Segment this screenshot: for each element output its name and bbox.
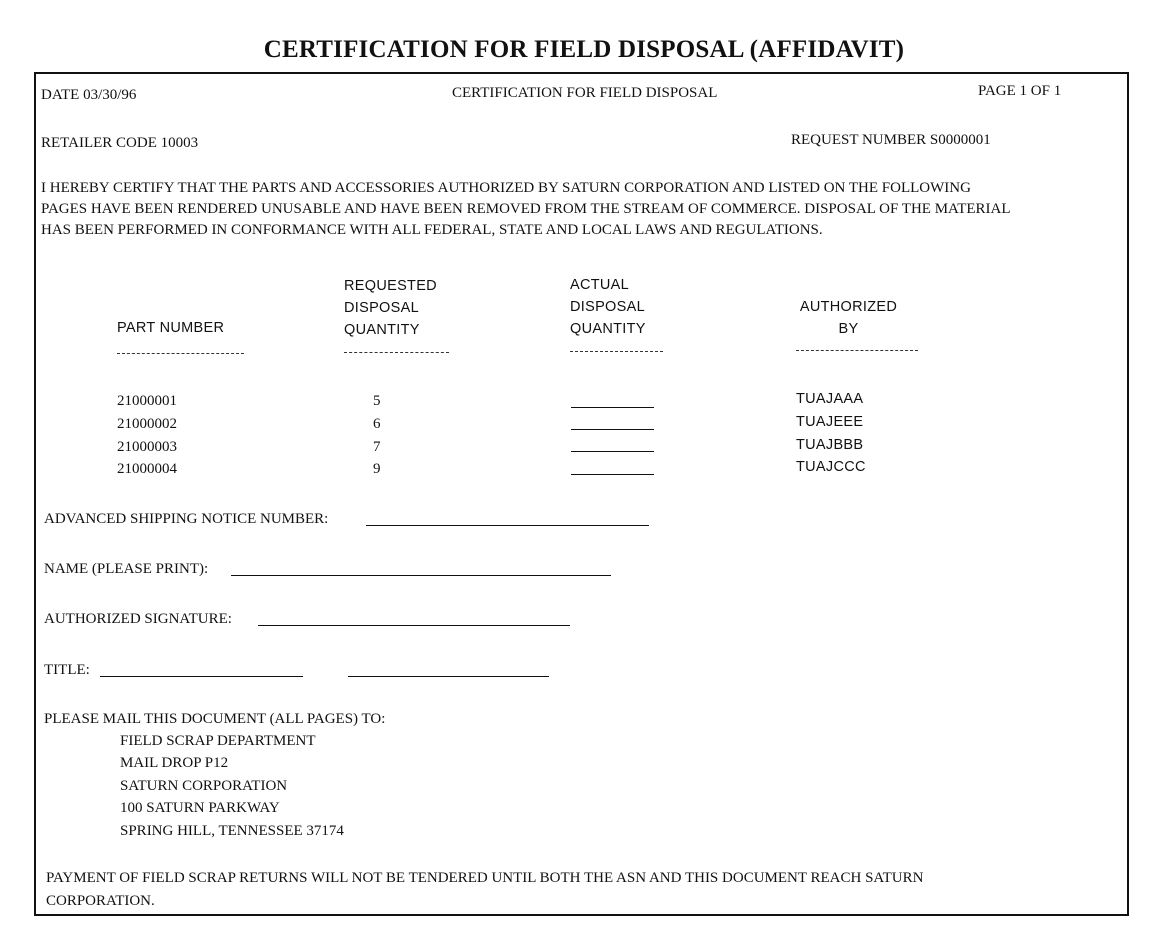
address-line: 100 SATURN PARKWAY bbox=[120, 800, 280, 816]
table-row bbox=[0, 416, 1168, 438]
request-number: REQUEST NUMBER S0000001 bbox=[791, 132, 991, 148]
retailer-code: RETAILER CODE 10003 bbox=[41, 135, 199, 151]
authorized-by-cell: TUAJAAA bbox=[796, 391, 864, 407]
requested-qty-cell: 5 bbox=[373, 393, 381, 409]
col-header-line: QUANTITY bbox=[570, 321, 646, 337]
col-header-requested bbox=[344, 275, 437, 341]
page-indicator: PAGE 1 OF 1 bbox=[978, 83, 1062, 99]
title-label: TITLE: bbox=[44, 662, 90, 678]
col-header-line: ACTUAL bbox=[570, 277, 630, 293]
requested-qty-cell: 9 bbox=[373, 461, 381, 477]
payment-note-line: CORPORATION. bbox=[46, 893, 155, 909]
actual-qty-blank[interactable] bbox=[571, 451, 654, 452]
col-header-actual bbox=[570, 274, 646, 340]
actual-qty-blank[interactable] bbox=[571, 429, 654, 430]
asn-label: ADVANCED SHIPPING NOTICE NUMBER: bbox=[44, 511, 329, 527]
authorized-by-cell: TUAJEEE bbox=[796, 414, 864, 430]
col-header-part-number: PART NUMBER bbox=[117, 320, 225, 336]
title-field[interactable] bbox=[100, 676, 303, 677]
table-row bbox=[0, 393, 1168, 415]
payment-note bbox=[46, 867, 923, 913]
signature-field[interactable] bbox=[258, 625, 570, 626]
document-title: CERTIFICATION FOR FIELD DISPOSAL (AFFIDAVIT) bbox=[263, 36, 905, 63]
part-number-cell: 21000003 bbox=[117, 439, 177, 455]
authorized-by-cell: TUAJBBB bbox=[796, 437, 864, 453]
certification-line: I HEREBY CERTIFY THAT THE PARTS AND ACCESSORIES AUTHORIZED BY SATURN CORPORATION AND LISTED ON THE FOLLOWING bbox=[41, 180, 971, 196]
certification-line: PAGES HAVE BEEN RENDERED UNUSABLE AND HAVE BEEN REMOVED FROM THE STREAM OF COMMERCE. DISPOSAL OF THE MATERIAL bbox=[41, 201, 1011, 217]
actual-qty-blank[interactable] bbox=[571, 474, 654, 475]
col-header-line: AUTHORIZED bbox=[799, 299, 898, 315]
address-line: SATURN CORPORATION bbox=[120, 778, 288, 794]
col-header-line: DISPOSAL bbox=[344, 300, 419, 316]
header-underline bbox=[570, 351, 663, 352]
certification-line: HAS BEEN PERFORMED IN CONFORMANCE WITH ALL FEDERAL, STATE AND LOCAL LAWS AND REGULATIONS. bbox=[41, 222, 823, 238]
actual-qty-blank[interactable] bbox=[571, 407, 654, 408]
name-label: NAME (PLEASE PRINT): bbox=[44, 561, 209, 577]
requested-qty-cell: 6 bbox=[373, 416, 381, 432]
requested-qty-cell: 7 bbox=[373, 439, 381, 455]
mailing-address bbox=[0, 733, 600, 848]
header-center-title: CERTIFICATION FOR FIELD DISPOSAL bbox=[452, 85, 718, 101]
authorized-by-cell: TUAJCCC bbox=[796, 459, 866, 475]
signature-label: AUTHORIZED SIGNATURE: bbox=[44, 611, 232, 627]
col-header-line: QUANTITY bbox=[344, 322, 420, 338]
mail-intro: PLEASE MAIL THIS DOCUMENT (ALL PAGES) TO: bbox=[44, 711, 386, 727]
name-field[interactable] bbox=[231, 575, 611, 576]
table-row bbox=[0, 461, 1168, 483]
col-header-line: REQUESTED bbox=[344, 278, 437, 294]
title-field-extension[interactable] bbox=[348, 676, 549, 677]
col-header-line: BY bbox=[838, 321, 859, 337]
header-underline bbox=[344, 352, 449, 353]
part-number-cell: 21000004 bbox=[117, 461, 177, 477]
table-row bbox=[0, 439, 1168, 461]
certification-paragraph bbox=[41, 178, 1011, 241]
address-line: MAIL DROP P12 bbox=[120, 755, 229, 771]
part-number-cell: 21000001 bbox=[117, 393, 177, 409]
date-label: DATE 03/30/96 bbox=[41, 87, 137, 103]
payment-note-line: PAYMENT OF FIELD SCRAP RETURNS WILL NOT BE TENDERED UNTIL BOTH THE ASN AND THIS DOCUMENT REACH SATURN bbox=[46, 870, 924, 886]
address-line: SPRING HILL, TENNESSEE 37174 bbox=[120, 823, 344, 839]
part-number-cell: 21000002 bbox=[117, 416, 177, 432]
header-underline bbox=[117, 353, 244, 354]
col-header-authorized bbox=[796, 296, 901, 340]
header-underline bbox=[796, 350, 918, 351]
address-line: FIELD SCRAP DEPARTMENT bbox=[120, 733, 316, 749]
col-header-line: DISPOSAL bbox=[570, 299, 645, 315]
asn-field[interactable] bbox=[366, 525, 649, 526]
